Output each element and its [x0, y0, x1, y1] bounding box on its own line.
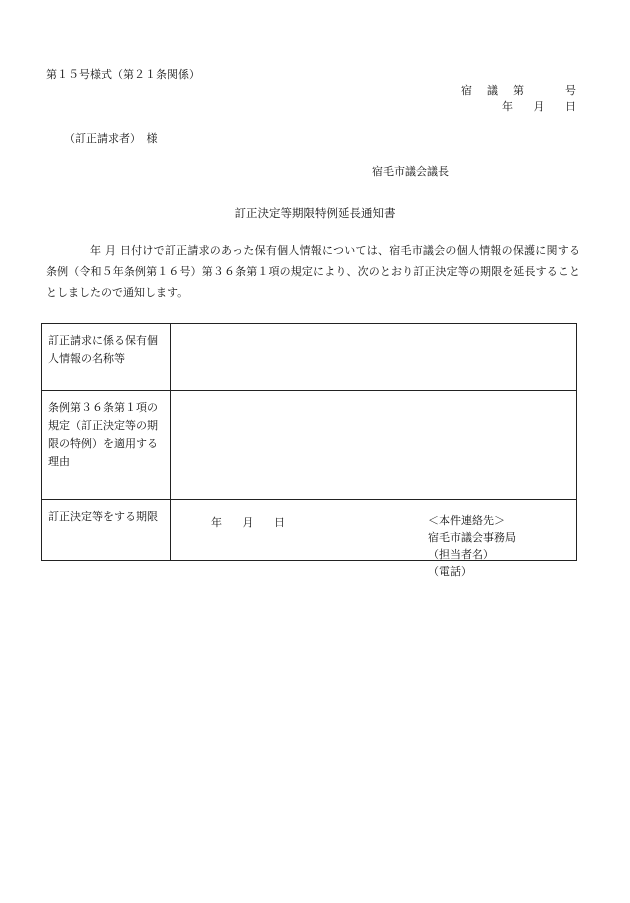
contact-phone: （電話）	[428, 565, 472, 578]
form-number: 第１５号様式（第２１条関係）	[46, 68, 200, 81]
row-label-deadline: 訂正決定等をする期限	[42, 500, 171, 561]
body-text: 年 月 日付けで訂正請求のあった保有個人情報については、宿毛市議会の個人情報の保護に関する条例（令和５年条例第１６号）第３６条第１項の規定により、次のとおり訂正決定等の期限を延長することとしましたので通知します。	[46, 244, 580, 299]
row-value-deadline: 年 月 日	[171, 500, 577, 561]
document-number: 宿 議 第 号	[461, 84, 578, 97]
recipient: （訂正請求者） 様	[64, 132, 158, 145]
row-label-reason: 条例第３６条第１項の規定（訂正決定等の期限の特例）を適用する理由	[42, 391, 171, 500]
table-row	[42, 324, 577, 391]
contact-block	[428, 512, 516, 580]
row-value-info-name	[171, 324, 577, 391]
contact-person: （担当者名）	[428, 548, 494, 561]
document-title: 訂正決定等期限特例延長通知書	[234, 206, 396, 220]
document-date: 年 月 日	[502, 100, 578, 113]
table-row	[42, 391, 577, 500]
contact-office: 宿毛市議会事務局	[428, 531, 516, 544]
contact-heading: ＜本件連絡先＞	[428, 514, 505, 527]
row-value-reason	[171, 391, 577, 500]
row-label-info-name: 訂正請求に係る保有個人情報の名称等	[42, 324, 171, 391]
sender: 宿毛市議会議長	[372, 165, 449, 178]
